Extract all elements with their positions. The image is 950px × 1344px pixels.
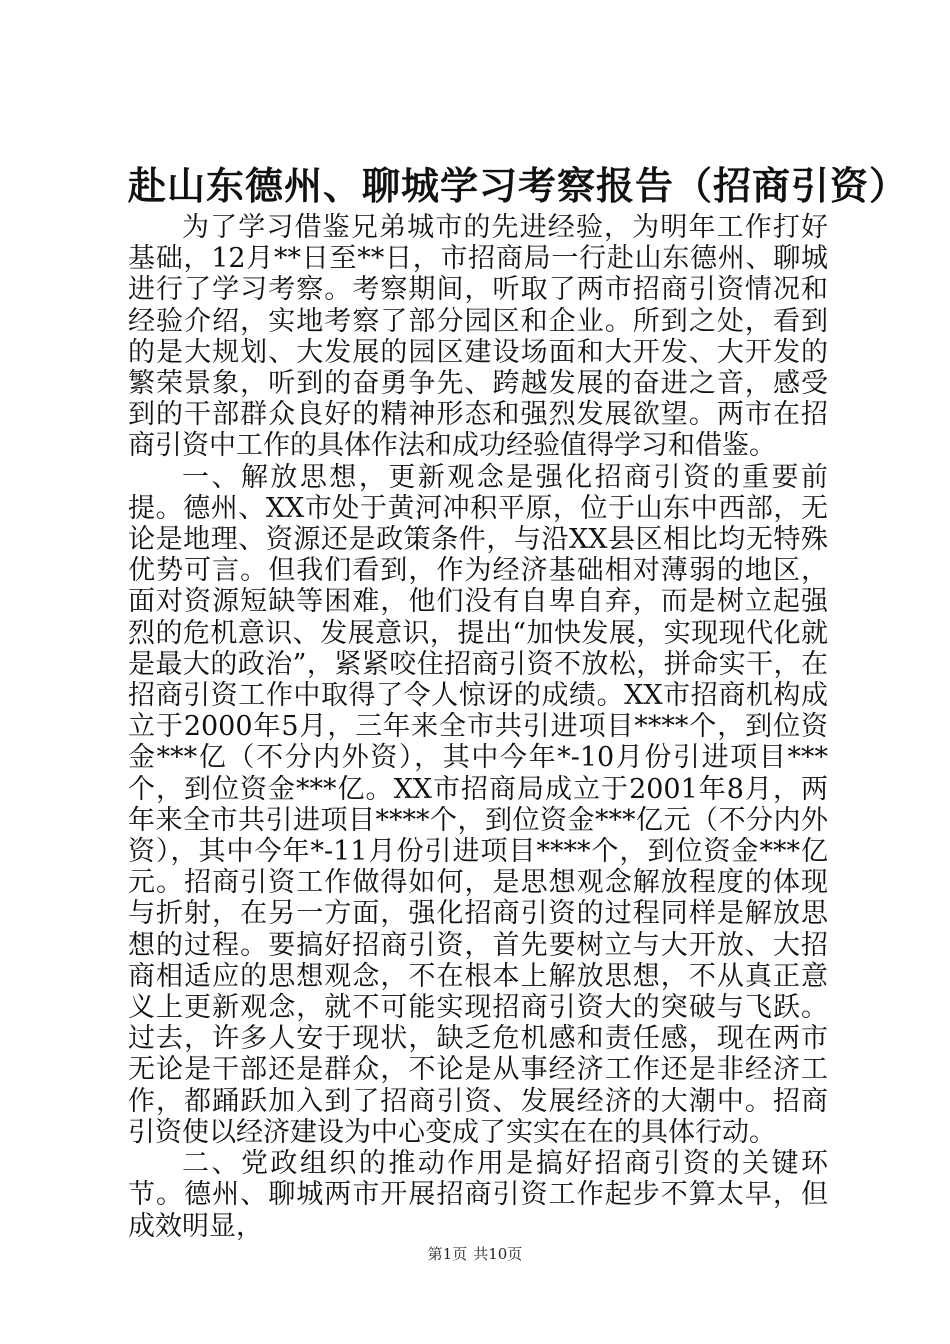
document-title: 赴山东德州、聊城学习考察报告（招商引资） bbox=[128, 163, 909, 208]
paragraph-section-two: 二、党政组织的推动作用是搞好招商引资的关键环节。德州、聊城两市开展招商引资工作起步不算太早，但成效明显， bbox=[128, 1148, 828, 1242]
page-footer bbox=[0, 1244, 950, 1264]
page-total: 共10页 bbox=[473, 1245, 523, 1263]
paragraph-section-one: 一、解放思想，更新观念是强化招商引资的重要前提。德州、XX市处于黄河冲积平原，位于山东中西部，无论是地理、资源还是政策条件，与沿XX县区相比均无特殊优势可言。但我们看到，作为经济基础相对薄弱的地区，面对资源短缺等困难，他们没有自卑自弃，而是树立起强烈的危机意识、发展意识，提出“加快发展，实现现代化就是最大的政治”，紧紧咬住招商引资不放松，拼命实干，在招商引资工作中取得了令人惊讶的成绩。XX市招商机构成立于2000年5月，三年来全市共引进项目****个，到位资金***亿（不分内外资），其中今年*-10月份引进项目***个，到位资金***亿。XX市招商局成立于2001年8月，两年来全市共引进项目****个，到位资金***亿元（不分内外资），其中今年*-11月份引进项目****个，到位资金***亿元。招商引资工作做得如何，是思想观念解放程度的体现与折射，在另一方面，强化招商引资的过程同样是解放思想的过程。要搞好招商引资，首先要树立与大开放、大招商相适应的思想观念，不在根本上解放思想，不从真正意义上更新观念，就不可能实现招商引资大的突破与飞跃。过去，许多人安于现状，缺乏危机感和责任感，现在两市无论是干部还是群众，不论是从事经济工作还是非经济工作，都踊跃加入到了招商引资、发展经济的大潮中。招商引资使以经济建设为中心变成了实实在在的具体行动。 bbox=[128, 461, 828, 1148]
document-body bbox=[128, 212, 828, 1242]
page-number: 第1页 bbox=[427, 1245, 468, 1263]
paragraph-intro: 为了学习借鉴兄弟城市的先进经验，为明年工作打好基础，12月**日至**日，市招商局一行赴山东德州、聊城进行了学习考察。考察期间，听取了两市招商引资情况和经验介绍，实地考察了部分园区和企业。所到之处，看到的是大规划、大发展的园区建设场面和大开发、大开发的繁荣景象，听到的奋勇争先、跨越发展的奋进之音，感受到的干部群众良好的精神形态和强烈发展欲望。两市在招商引资中工作的具体作法和成功经验值得学习和借鉴。 bbox=[128, 212, 828, 462]
